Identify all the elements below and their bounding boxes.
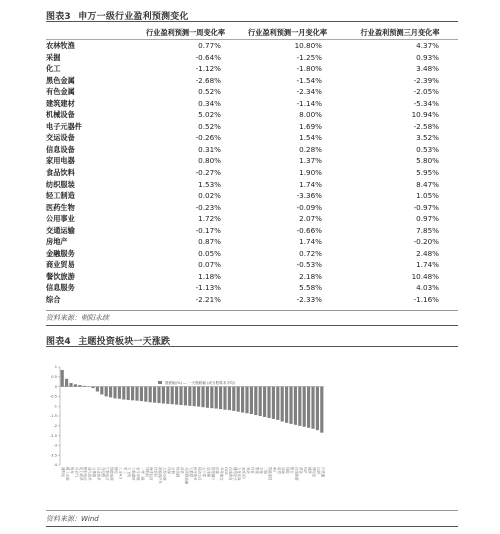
month-change-cell: -2.34% [296, 87, 322, 97]
bar-3 [74, 384, 77, 386]
x-category-label: 婴童 [254, 467, 259, 474]
bar-4 [78, 385, 81, 387]
bar-49 [276, 387, 279, 420]
bar-8 [96, 387, 99, 392]
table-title-rule [46, 21, 458, 22]
bar-37 [223, 387, 226, 410]
x-category-label: 沪港通 [320, 467, 325, 478]
x-category-label: 高铁 [180, 467, 184, 474]
bar-51 [285, 387, 288, 423]
week-change-cell: 0.07% [198, 260, 221, 270]
quarter-change-cell: 0.53% [416, 144, 439, 154]
x-category-label: 充电桩 [100, 467, 105, 478]
x-category-label: 手游 [259, 467, 264, 474]
table-row [46, 225, 458, 237]
bar-22 [157, 387, 160, 403]
x-category-label: 土地流转 [131, 467, 136, 481]
bar-0 [61, 370, 64, 387]
bar-50 [281, 387, 284, 422]
week-change-cell: 0.31% [198, 144, 221, 154]
x-category-label: 北斗导航 [136, 467, 140, 481]
table-row [46, 202, 458, 214]
x-category-label: 国企改革 [96, 467, 101, 481]
x-category-label: 医疗改革 [193, 467, 198, 481]
x-category-label: 迪斯尼 [61, 467, 66, 478]
quarter-change-cell: 10.94% [411, 110, 439, 120]
table-row [46, 121, 458, 133]
header-month-change: 行业盈利预测一月变化率 [233, 26, 342, 40]
bar-56 [307, 387, 310, 428]
x-category-label: 白酒 [316, 467, 321, 474]
month-change-cell: -0.66% [296, 225, 322, 235]
quarter-change-cell: 8.47% [416, 179, 439, 189]
table-row [46, 63, 458, 75]
quarter-change-cell: -2.58% [413, 121, 439, 131]
y-tick-label: 0 [54, 384, 57, 389]
bar-25 [171, 387, 174, 405]
quarter-change-cell: -2.05% [413, 87, 439, 97]
quarter-change-cell: 2.48% [416, 248, 439, 258]
x-category-label: 上海本地 [162, 467, 167, 481]
table-source-rule [46, 325, 458, 326]
bar-59 [320, 387, 323, 433]
week-change-cell: -2.21% [195, 295, 221, 305]
bar-43 [250, 387, 253, 414]
chart-figure-caption: 主题投资板块一天涨跌 [78, 337, 171, 347]
industry-cell: 家用电器 [46, 156, 75, 166]
quarter-change-cell: -0.20% [413, 237, 439, 247]
month-change-cell: 1.74% [299, 179, 322, 189]
y-tick-label: -2.5 [49, 433, 57, 438]
bar-57 [311, 387, 314, 429]
table-row [46, 144, 458, 156]
x-category-label: 生物疫苗 [105, 467, 110, 481]
industry-cell: 黑色金属 [46, 75, 75, 85]
x-category-label: 燃料电池 [83, 467, 88, 481]
quarter-change-cell: 7.85% [416, 225, 439, 235]
table-source: 资料来源：朝阳永续 [46, 314, 109, 322]
industry-cell: 金融服务 [46, 248, 75, 258]
table-row [46, 109, 458, 121]
x-category-label: 二胎 [263, 467, 268, 474]
x-category-label: 海洋经济 [149, 467, 154, 481]
industry-cell: 房地产 [46, 237, 68, 247]
x-category-label: 云计算 [202, 467, 206, 478]
industry-cell: 电子元器件 [46, 121, 82, 131]
table-bottom-rule [46, 310, 458, 311]
week-change-cell: -2.68% [195, 75, 221, 85]
x-category-label: 特斯拉 [144, 467, 149, 478]
x-category-label: 大飞机 [127, 467, 132, 478]
x-category-label: 水利 [171, 467, 176, 474]
x-category-label: 工业4.0 [118, 467, 123, 480]
month-change-cell: -1.54% [296, 75, 322, 85]
month-change-cell: -1.25% [296, 52, 322, 62]
month-change-cell: 0.28% [299, 144, 322, 154]
week-change-cell: 0.52% [198, 121, 221, 131]
x-category-label: 智慧城市 [210, 467, 215, 481]
bar-24 [166, 387, 169, 404]
y-tick-label: 1 [54, 365, 57, 370]
header-industry [46, 26, 138, 40]
bar-23 [162, 387, 165, 404]
industry-cell: 轻工制造 [46, 191, 75, 201]
x-category-label: 在线教育 [228, 467, 233, 481]
industry-cell: 采掘 [46, 52, 61, 62]
month-change-cell: 1.90% [299, 168, 322, 178]
table-row [46, 155, 458, 167]
industry-cell: 机械设备 [46, 110, 75, 120]
legend-label: 涨跌幅(%) — 一天涨跌幅 (成分股算术平均) [165, 381, 235, 385]
y-tick-label: -4 [53, 463, 57, 468]
bar-7 [91, 387, 94, 389]
week-change-cell: 0.80% [198, 156, 221, 166]
week-change-cell: 0.77% [198, 41, 221, 50]
x-category-label: O2O [224, 467, 228, 475]
bar-36 [219, 387, 222, 410]
bar-34 [210, 387, 213, 409]
x-category-label: 智能家居 [268, 467, 272, 481]
month-change-cell: -2.33% [296, 295, 322, 305]
week-change-cell: -1.12% [195, 64, 221, 74]
table-row [46, 271, 458, 283]
month-change-cell: 10.80% [294, 41, 322, 50]
month-change-cell: 1.69% [299, 121, 322, 131]
quarter-change-cell: 0.97% [416, 214, 439, 224]
week-change-cell: 1.18% [198, 271, 221, 281]
x-category-label: 京津冀 [206, 467, 211, 478]
chart-title-rule [46, 346, 458, 347]
quarter-change-cell: 5.80% [416, 156, 439, 166]
y-tick-label: -3 [53, 443, 57, 448]
bar-55 [303, 387, 306, 427]
month-change-cell: 1.54% [299, 133, 322, 143]
y-tick-label: -2 [53, 424, 57, 428]
bar-9 [100, 387, 103, 395]
bar-38 [228, 387, 231, 411]
bar-19 [144, 387, 147, 402]
week-change-cell: -0.17% [195, 225, 221, 235]
bar-layer [61, 370, 324, 433]
x-category-label: 大数据 [188, 467, 193, 478]
x-category-label: 文化传媒 [237, 467, 242, 481]
x-category-label: 创投 [276, 467, 281, 474]
bar-20 [149, 387, 152, 403]
table-row [46, 52, 458, 64]
label-layer [61, 467, 326, 485]
week-change-cell: -1.13% [195, 283, 221, 293]
industry-cell: 综合 [46, 295, 61, 305]
chart-bottom-rule [46, 510, 458, 511]
x-category-label: 稀土永磁 [65, 467, 70, 481]
bar-28 [184, 387, 187, 406]
week-change-cell: 0.05% [198, 248, 221, 258]
week-change-cell: -0.27% [195, 168, 221, 178]
month-change-cell: 0.72% [299, 248, 322, 258]
bar-35 [215, 387, 218, 409]
bar-5 [83, 386, 86, 387]
week-change-cell: -0.64% [195, 52, 221, 62]
x-category-label: 体育 [250, 467, 255, 474]
month-change-cell: 1.37% [299, 156, 322, 166]
quarter-change-cell: 5.95% [416, 168, 439, 178]
x-category-label: 券商 [281, 467, 286, 474]
quarter-change-cell: 0.93% [416, 52, 439, 62]
x-category-label: 养老 [246, 467, 250, 474]
table-body [46, 40, 458, 306]
quarter-change-cell: 3.48% [416, 64, 439, 74]
quarter-change-cell: 1.05% [416, 191, 439, 201]
bar-18 [140, 387, 143, 402]
table-row [46, 259, 458, 271]
bar-54 [298, 387, 301, 426]
industry-cell: 餐饮旅游 [46, 271, 75, 281]
industry-cell: 信息服务 [46, 283, 75, 293]
theme-daily-change-chart [46, 355, 458, 507]
x-category-label: 保险 [285, 467, 290, 474]
bar-33 [206, 387, 209, 408]
week-change-cell: 0.87% [198, 237, 221, 247]
header-week-change: 行业盈利预测一周变化率 [138, 26, 233, 40]
quarter-change-cell: 3.52% [416, 133, 439, 143]
x-category-label: 苹果概念 [219, 467, 224, 481]
industry-cell: 农林牧渔 [46, 41, 75, 50]
bar-2 [69, 383, 72, 387]
table-row [46, 167, 458, 179]
table-row [46, 282, 458, 294]
bar-46 [263, 387, 266, 417]
table-row [46, 179, 458, 191]
week-change-cell: 0.52% [198, 87, 221, 97]
bar-27 [179, 387, 182, 405]
table-row [46, 294, 458, 306]
quarter-change-cell: -5.34% [413, 98, 439, 108]
bar-41 [241, 387, 244, 413]
table-figure-caption: 申万一级行业盈利预测变化 [78, 12, 189, 22]
x-category-label: 传媒 [215, 467, 220, 474]
industry-cell: 食品饮料 [46, 168, 75, 178]
month-change-cell: -3.36% [296, 191, 322, 201]
x-category-label: 期货 [307, 467, 312, 474]
bar-15 [127, 387, 130, 400]
chart-source: 资料来源：Wind [46, 515, 99, 523]
x-category-label: 黄金 [298, 467, 303, 474]
bar-29 [188, 387, 191, 406]
industry-cell: 医药生物 [46, 202, 75, 212]
y-tick-label: -3.5 [49, 453, 57, 458]
quarter-change-cell: 4.37% [416, 41, 439, 50]
month-change-cell: 1.74% [299, 237, 322, 247]
bar-44 [254, 387, 257, 415]
table-figure-number: 图表3 [46, 12, 71, 22]
bar-31 [197, 387, 200, 407]
bar-10 [105, 387, 108, 397]
bar-53 [294, 387, 297, 425]
x-category-label: 页岩气 [74, 467, 79, 478]
quarter-change-cell: 4.03% [416, 283, 439, 293]
x-category-label: 互联网金融 [184, 467, 189, 484]
bar-39 [232, 387, 235, 411]
legend-swatch [158, 381, 162, 384]
industry-cell: 信息设备 [46, 144, 75, 154]
week-change-cell: 1.72% [198, 214, 221, 224]
bar-17 [135, 387, 138, 401]
y-tick-label: 0.5 [51, 375, 57, 379]
table-row [46, 248, 458, 260]
bar-16 [131, 387, 134, 401]
month-change-cell: -0.09% [296, 202, 322, 212]
month-change-cell: -1.14% [296, 98, 322, 108]
table-row [46, 213, 458, 225]
chart-figure-number: 图表4 [46, 337, 71, 347]
y-tick-label: -1.5 [49, 414, 57, 419]
table-row [46, 98, 458, 110]
week-change-cell: 5.02% [198, 110, 221, 120]
x-category-label: 环保 [166, 467, 171, 474]
x-category-label: 电力改革 [78, 467, 83, 481]
bar-21 [153, 387, 156, 403]
x-category-label: 锂电池 [312, 467, 316, 478]
industry-cell: 纺织服装 [46, 179, 75, 189]
industry-cell: 交通运输 [46, 225, 75, 235]
bar-48 [272, 387, 275, 419]
bar-14 [122, 387, 125, 400]
x-category-label: 网络安全 [232, 467, 237, 481]
x-category-label: 石墨烯 [92, 467, 96, 478]
x-category-label: P2P [303, 467, 308, 474]
month-change-cell: -0.53% [296, 260, 322, 270]
month-change-cell: 2.18% [299, 271, 322, 281]
industry-cell: 公用事业 [46, 214, 75, 224]
quarter-change-cell: -1.16% [413, 295, 439, 305]
bar-1 [65, 379, 68, 387]
quarter-change-cell: 1.74% [416, 260, 439, 270]
x-category-label: 物联网 [175, 467, 180, 478]
industry-cell: 建筑建材 [46, 98, 75, 108]
bar-47 [267, 387, 270, 418]
table-row [46, 190, 458, 202]
table-row [46, 86, 458, 98]
quarter-change-cell: -0.97% [413, 202, 439, 212]
x-category-label: 一带一路 [140, 467, 145, 481]
bar-58 [316, 387, 319, 431]
earnings-forecast-table [46, 26, 458, 306]
bar-12 [113, 387, 116, 399]
week-change-cell: 0.02% [198, 191, 221, 201]
chart-legend [158, 380, 236, 385]
week-change-cell: -0.23% [195, 202, 221, 212]
x-category-label: 在线旅游 [294, 467, 299, 481]
bar-13 [118, 387, 121, 399]
x-category-label: 智能电网 [109, 467, 114, 481]
x-category-label: 新能源汽车 [158, 467, 162, 484]
table-row [46, 40, 458, 52]
x-category-label: 移动支付 [197, 467, 202, 481]
x-category-label: 航母 [70, 467, 74, 474]
month-change-cell: 5.58% [299, 283, 322, 293]
industry-cell: 有色金属 [46, 87, 75, 97]
month-change-cell: 2.07% [299, 214, 322, 224]
quarter-change-cell: 10.48% [411, 271, 439, 281]
week-change-cell: 0.34% [198, 98, 221, 108]
table-row [46, 132, 458, 144]
month-change-cell: -1.80% [296, 64, 322, 74]
week-change-cell: 1.53% [198, 179, 221, 189]
x-category-label: 油气改革 [87, 467, 92, 481]
x-category-label: 4G [272, 467, 277, 472]
y-tick-label: -0.5 [49, 394, 57, 399]
table-row [46, 75, 458, 87]
bar-45 [259, 387, 262, 416]
bar-30 [193, 387, 196, 407]
x-category-label: 军工 [122, 467, 127, 474]
x-category-label: 核电 [114, 467, 118, 474]
industry-cell: 化工 [46, 64, 61, 74]
x-category-label: 3D打印 [241, 467, 246, 479]
table-header-row [46, 26, 458, 40]
bar-52 [289, 387, 292, 424]
bar-11 [109, 387, 112, 398]
header-quarter-change: 行业盈利预测三月变化率 [342, 26, 458, 40]
table-row [46, 236, 458, 248]
bar-40 [237, 387, 240, 412]
x-category-label: 银行 [290, 467, 294, 474]
industry-cell: 商业贸易 [46, 260, 75, 270]
week-change-cell: -0.26% [195, 133, 221, 143]
x-category-label: 自贸区 [153, 467, 158, 478]
month-change-cell: 8.00% [299, 110, 322, 120]
y-tick-label: -1 [53, 404, 57, 409]
chart-source-rule [46, 526, 458, 527]
bar-42 [245, 387, 248, 414]
industry-cell: 交运设备 [46, 133, 75, 143]
quarter-change-cell: -2.39% [413, 75, 439, 85]
bar-26 [175, 387, 178, 405]
bar-32 [201, 387, 204, 408]
